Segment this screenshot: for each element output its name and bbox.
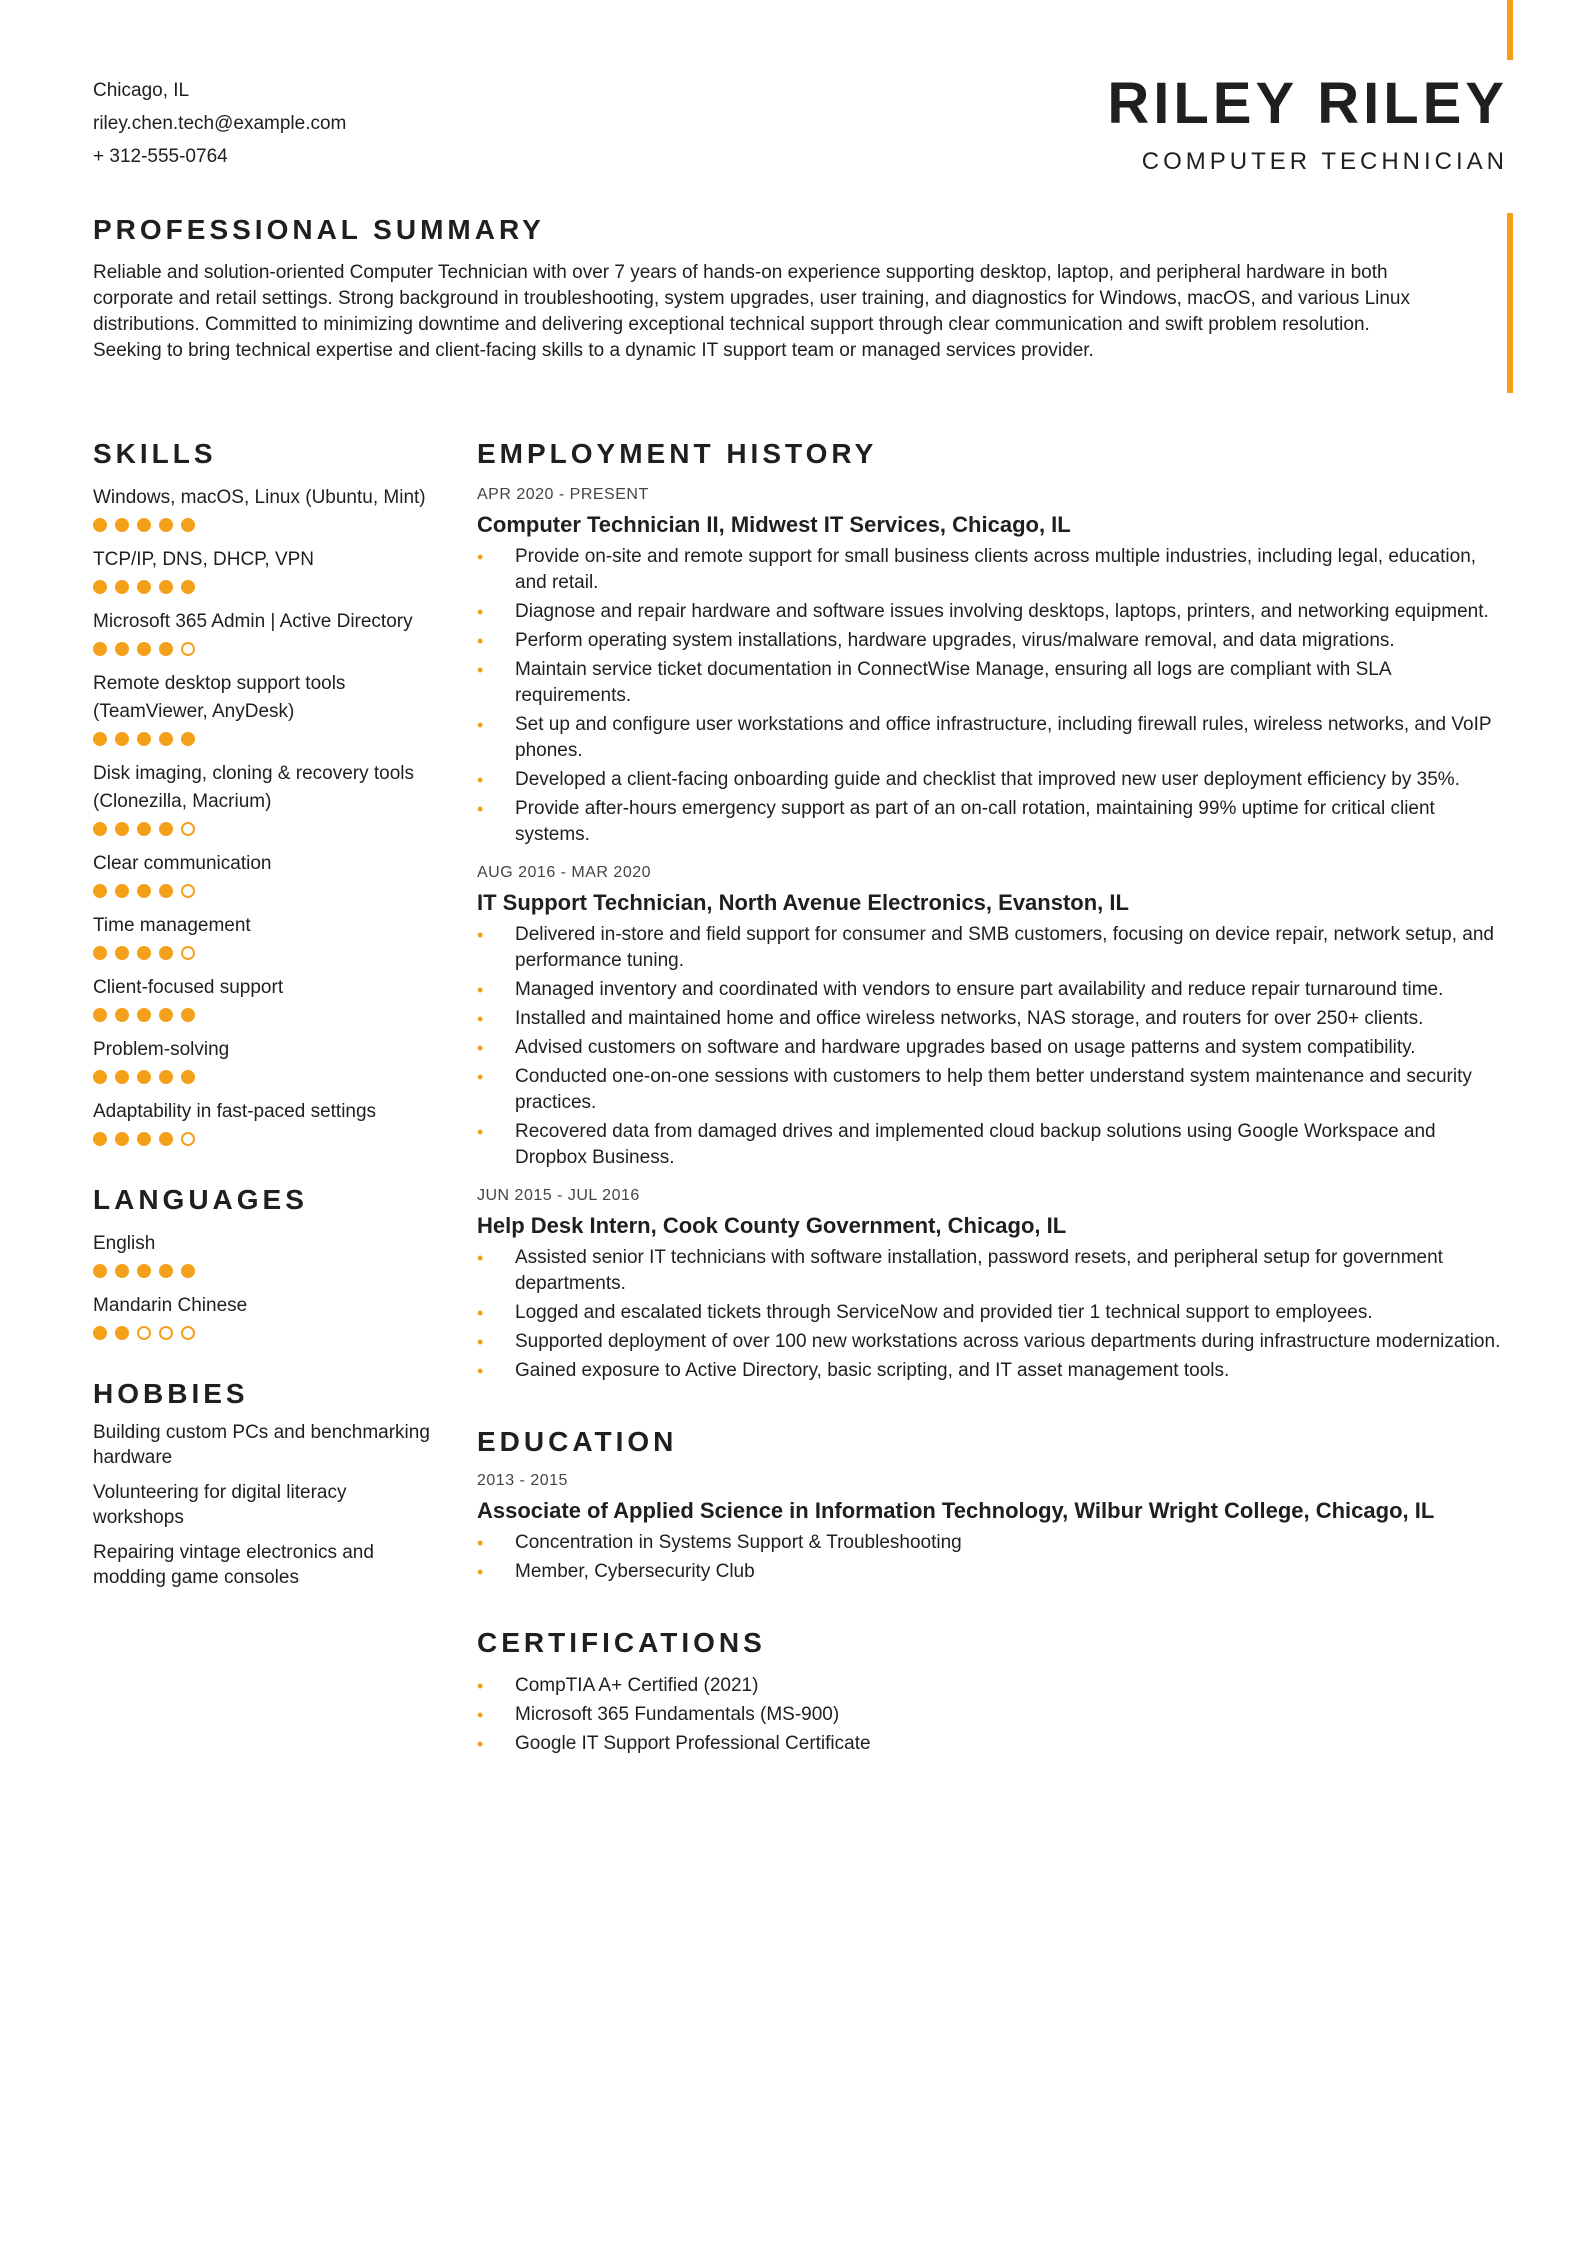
rating-dots bbox=[93, 884, 433, 898]
rating-dots bbox=[93, 1326, 433, 1340]
bullet-text: Maintain service ticket documentation in ConnectWise Manage, ensuring all logs are compliant with SLA requirements. bbox=[515, 659, 1391, 706]
certifications-heading: CERTIFICATIONS bbox=[477, 1627, 766, 1658]
rating-dot-filled bbox=[159, 580, 173, 594]
summary-text: Reliable and solution-oriented Computer Technician with over 7 years of hands-on experience supporting desktop, laptop, and peripheral hardware in both corporate and retail settings. Strong background in troubleshooting, system upgrades, user training, and diagnostics for Windows, macOS, and various Linux distributions. Committed to minimizing downtime and delivering exceptional technical support through clear communication and swift problem resolution. Seeking to bring technical expertise and client-facing skills to a dynamic IT support team or managed services provider. bbox=[93, 262, 1410, 361]
rating-dot-filled bbox=[115, 642, 129, 656]
bullet-icon: • bbox=[477, 715, 484, 735]
rating-dot-empty bbox=[181, 946, 195, 960]
skill-item-label: Problem-solving bbox=[93, 1039, 230, 1060]
bullet-icon: • bbox=[477, 1067, 484, 1087]
job-title: Computer Technician II, Midwest IT Services, Chicago, IL bbox=[477, 512, 1071, 537]
rating-dot-filled bbox=[181, 518, 195, 532]
accent-bar-summary bbox=[1507, 213, 1513, 393]
rating-dot-filled bbox=[93, 1326, 107, 1340]
candidate-name: RILEY RILEY bbox=[1107, 71, 1508, 136]
rating-dot-filled bbox=[137, 1070, 151, 1084]
accent-bar-top bbox=[1507, 0, 1513, 60]
bullet-text: Concentration in Systems Support & Troubleshooting bbox=[515, 1532, 962, 1553]
rating-dot-filled bbox=[115, 580, 129, 594]
bullet-item bbox=[477, 1035, 1507, 1061]
skill-item-label: Windows, macOS, Linux (Ubuntu, Mint) bbox=[93, 487, 426, 508]
bullet-text: Assisted senior IT technicians with software installation, password resets, and peripheral setup for government departments. bbox=[515, 1247, 1443, 1294]
bullet-item bbox=[477, 977, 1507, 1003]
rating-dot-filled bbox=[181, 1070, 195, 1084]
rating-dot-filled bbox=[159, 1070, 173, 1084]
rating-dot-filled bbox=[93, 822, 107, 836]
bullet-item bbox=[477, 1559, 1507, 1585]
bullet-icon: • bbox=[477, 1122, 484, 1142]
job-title-header: COMPUTER TECHNICIAN bbox=[1141, 148, 1508, 175]
language-item-label: Mandarin Chinese bbox=[93, 1295, 248, 1316]
rating-dot-filled bbox=[115, 884, 129, 898]
language-item bbox=[93, 1230, 433, 1278]
rating-dot-filled bbox=[93, 884, 107, 898]
bullet-item bbox=[477, 628, 1507, 654]
rating-dot-filled bbox=[159, 1008, 173, 1022]
rating-dot-filled bbox=[93, 732, 107, 746]
bullet-item bbox=[477, 544, 1507, 596]
bullet-icon: • bbox=[477, 1009, 484, 1029]
hobbies-list bbox=[93, 1420, 433, 1590]
languages-heading: LANGUAGES bbox=[93, 1184, 308, 1215]
rating-dot-filled bbox=[115, 822, 129, 836]
rating-dot-filled bbox=[115, 732, 129, 746]
skill-item bbox=[93, 850, 433, 898]
rating-dot-filled bbox=[181, 580, 195, 594]
right-column bbox=[477, 438, 1507, 1757]
rating-dot-filled bbox=[159, 732, 173, 746]
bullet-text: Set up and configure user workstations and office infrastructure, including firewall rules, wireless networks, and VoIP phones. bbox=[515, 714, 1492, 761]
skill-item-label: Time management bbox=[93, 915, 251, 936]
contact-block bbox=[93, 74, 346, 173]
rating-dots bbox=[93, 822, 433, 836]
bullet-item bbox=[477, 1064, 1507, 1116]
bullet-icon: • bbox=[477, 1734, 484, 1754]
rating-dots bbox=[93, 1070, 433, 1084]
bullet-text: Logged and escalated tickets through ServiceNow and provided tier 1 technical support to employees. bbox=[515, 1302, 1373, 1323]
job-bullets bbox=[477, 1245, 1507, 1384]
bullet-item bbox=[477, 796, 1507, 848]
rating-dot-filled bbox=[137, 1008, 151, 1022]
hobby-item: Repairing vintage electronics and modding game consoles bbox=[93, 1542, 374, 1588]
rating-dot-filled bbox=[137, 946, 151, 960]
rating-dot-filled bbox=[159, 642, 173, 656]
skill-item-label: TCP/IP, DNS, DHCP, VPN bbox=[93, 549, 315, 570]
bullet-item bbox=[477, 1245, 1507, 1297]
bullet-icon: • bbox=[477, 1676, 484, 1696]
job-entry bbox=[477, 864, 1507, 1171]
rating-dot-filled bbox=[159, 518, 173, 532]
rating-dot-empty bbox=[181, 642, 195, 656]
rating-dot-empty bbox=[181, 1132, 195, 1146]
rating-dot-empty bbox=[159, 1326, 173, 1340]
rating-dot-filled bbox=[137, 884, 151, 898]
rating-dot-filled bbox=[93, 946, 107, 960]
bullet-icon: • bbox=[477, 1361, 484, 1381]
skill-item-label: Clear communication bbox=[93, 853, 272, 874]
job-title: Help Desk Intern, Cook County Government, Chicago, IL bbox=[477, 1213, 1067, 1238]
bullet-icon: • bbox=[477, 1533, 484, 1553]
rating-dot-filled bbox=[137, 518, 151, 532]
bullet-text: Advised customers on software and hardware upgrades based on usage patterns and system compatibility. bbox=[515, 1037, 1416, 1058]
skill-item bbox=[93, 484, 433, 532]
skill-item bbox=[93, 1098, 433, 1146]
languages-list bbox=[93, 1230, 433, 1340]
bullet-icon: • bbox=[477, 799, 484, 819]
bullet-icon: • bbox=[477, 980, 484, 1000]
bullet-text: Provide after-hours emergency support as part of an on-call rotation, maintaining 99% uptime for critical client systems. bbox=[515, 798, 1435, 845]
bullet-item bbox=[477, 1329, 1507, 1355]
professional-summary bbox=[93, 214, 1423, 364]
skill-item-label: Client-focused support bbox=[93, 977, 284, 998]
skill-item bbox=[93, 670, 433, 746]
skill-item bbox=[93, 546, 433, 594]
language-item-label: English bbox=[93, 1233, 156, 1254]
rating-dot-filled bbox=[93, 1264, 107, 1278]
skill-item bbox=[93, 1036, 433, 1084]
jobs-list bbox=[477, 486, 1507, 1384]
bullet-item bbox=[477, 767, 1507, 793]
bullet-icon: • bbox=[477, 770, 484, 790]
job-entry bbox=[477, 1187, 1507, 1384]
hobbies-heading: HOBBIES bbox=[93, 1378, 249, 1409]
job-dates: APR 2020 - PRESENT bbox=[477, 486, 649, 503]
rating-dot-empty bbox=[181, 884, 195, 898]
bullet-text: Microsoft 365 Fundamentals (MS-900) bbox=[515, 1704, 840, 1725]
bullet-text: Supported deployment of over 100 new workstations across various departments during infrastructure modernization. bbox=[515, 1331, 1501, 1352]
employment-heading: EMPLOYMENT HISTORY bbox=[477, 438, 878, 469]
bullet-item bbox=[477, 599, 1507, 625]
bullet-icon: • bbox=[477, 1562, 484, 1582]
bullet-item bbox=[477, 1673, 1507, 1699]
bullet-item bbox=[477, 1358, 1507, 1384]
bullet-text: Diagnose and repair hardware and software issues involving desktops, laptops, printers, and networking equipment. bbox=[515, 601, 1489, 622]
rating-dot-filled bbox=[93, 1008, 107, 1022]
name-block bbox=[1107, 72, 1508, 176]
bullet-text: Developed a client-facing onboarding guide and checklist that improved new user deployment efficiency by 35%. bbox=[515, 769, 1460, 790]
bullet-icon: • bbox=[477, 602, 484, 622]
rating-dot-filled bbox=[137, 580, 151, 594]
hobby-item: Building custom PCs and benchmarking hardware bbox=[93, 1422, 430, 1468]
rating-dot-filled bbox=[181, 1264, 195, 1278]
bullet-item bbox=[477, 1006, 1507, 1032]
bullet-icon: • bbox=[477, 631, 484, 651]
bullet-text: Perform operating system installations, hardware upgrades, virus/malware removal, and data migrations. bbox=[515, 630, 1395, 651]
rating-dot-filled bbox=[115, 518, 129, 532]
bullet-item bbox=[477, 657, 1507, 709]
summary-heading: PROFESSIONAL SUMMARY bbox=[93, 214, 545, 245]
rating-dot-filled bbox=[93, 518, 107, 532]
rating-dot-filled bbox=[159, 1264, 173, 1278]
job-entry bbox=[477, 486, 1507, 848]
job-title: IT Support Technician, North Avenue Electronics, Evanston, IL bbox=[477, 890, 1129, 915]
bullet-text: Member, Cybersecurity Club bbox=[515, 1561, 755, 1582]
rating-dot-empty bbox=[181, 1326, 195, 1340]
skill-item bbox=[93, 974, 433, 1022]
rating-dot-filled bbox=[159, 1132, 173, 1146]
bullet-text: Recovered data from damaged drives and implemented cloud backup solutions using Google Workspace and Dropbox Business. bbox=[515, 1121, 1436, 1168]
rating-dots bbox=[93, 1132, 433, 1146]
bullet-item bbox=[477, 1731, 1507, 1757]
bullet-text: Conducted one-on-one sessions with customers to help them better understand system maintenance and security practices. bbox=[515, 1066, 1472, 1113]
certifications-bullets bbox=[477, 1673, 1507, 1757]
bullet-text: Gained exposure to Active Directory, basic scripting, and IT asset management tools. bbox=[515, 1360, 1230, 1381]
bullet-icon: • bbox=[477, 1303, 484, 1323]
education-heading: EDUCATION bbox=[477, 1426, 678, 1457]
rating-dot-filled bbox=[115, 1326, 129, 1340]
skills-heading: SKILLS bbox=[93, 438, 217, 469]
bullet-icon: • bbox=[477, 925, 484, 945]
bullet-item bbox=[477, 1300, 1507, 1326]
rating-dot-empty bbox=[181, 822, 195, 836]
rating-dot-filled bbox=[137, 1132, 151, 1146]
bullet-text: Google IT Support Professional Certificate bbox=[515, 1733, 871, 1754]
rating-dot-filled bbox=[159, 822, 173, 836]
rating-dot-filled bbox=[93, 580, 107, 594]
rating-dots bbox=[93, 642, 433, 656]
job-dates: AUG 2016 - MAR 2020 bbox=[477, 864, 652, 881]
bullet-text: Installed and maintained home and office wireless networks, NAS storage, and routers for over 250+ clients. bbox=[515, 1008, 1424, 1029]
bullet-icon: • bbox=[477, 1038, 484, 1058]
job-bullets bbox=[477, 544, 1507, 848]
bullet-icon: • bbox=[477, 1248, 484, 1268]
skill-item-label: Disk imaging, cloning & recovery tools (Clonezilla, Macrium) bbox=[93, 763, 415, 812]
rating-dot-filled bbox=[137, 1264, 151, 1278]
education-bullets bbox=[477, 1530, 1507, 1585]
skills-list bbox=[93, 484, 433, 1146]
bullet-item bbox=[477, 1119, 1507, 1171]
left-column bbox=[93, 438, 433, 1590]
bullet-icon: • bbox=[477, 547, 484, 567]
rating-dot-filled bbox=[93, 1132, 107, 1146]
rating-dots bbox=[93, 946, 433, 960]
rating-dot-empty bbox=[137, 1326, 151, 1340]
rating-dots bbox=[93, 1008, 433, 1022]
rating-dot-filled bbox=[137, 822, 151, 836]
bullet-text: Delivered in-store and field support for consumer and SMB customers, focusing on device repair, network setup, and performance tuning. bbox=[515, 924, 1495, 971]
rating-dot-filled bbox=[115, 946, 129, 960]
skill-item-label: Microsoft 365 Admin | Active Directory bbox=[93, 611, 413, 632]
rating-dot-filled bbox=[137, 732, 151, 746]
language-item bbox=[93, 1292, 433, 1340]
bullet-icon: • bbox=[477, 1705, 484, 1725]
bullet-icon: • bbox=[477, 1332, 484, 1352]
rating-dot-filled bbox=[137, 642, 151, 656]
bullet-item bbox=[477, 1702, 1507, 1728]
rating-dot-filled bbox=[159, 884, 173, 898]
contact-location: Chicago, IL bbox=[93, 80, 190, 101]
rating-dot-filled bbox=[115, 1264, 129, 1278]
rating-dots bbox=[93, 1264, 433, 1278]
rating-dot-filled bbox=[181, 1008, 195, 1022]
rating-dot-filled bbox=[115, 1008, 129, 1022]
rating-dot-filled bbox=[115, 1132, 129, 1146]
rating-dots bbox=[93, 580, 433, 594]
hobby-item: Volunteering for digital literacy workshops bbox=[93, 1482, 347, 1528]
education-dates: 2013 - 2015 bbox=[477, 1472, 568, 1489]
skill-item-label: Remote desktop support tools (TeamViewer, AnyDesk) bbox=[93, 673, 346, 722]
bullet-icon: • bbox=[477, 660, 484, 680]
contact-phone[interactable]: + 312-555-0764 bbox=[93, 146, 228, 167]
bullet-text: CompTIA A+ Certified (2021) bbox=[515, 1675, 759, 1696]
bullet-item bbox=[477, 1530, 1507, 1556]
contact-email[interactable]: riley.chen.tech@example.com bbox=[93, 113, 347, 134]
bullet-text: Managed inventory and coordinated with vendors to ensure part availability and reduce repair turnaround time. bbox=[515, 979, 1444, 1000]
rating-dot-filled bbox=[93, 1070, 107, 1084]
rating-dot-filled bbox=[93, 642, 107, 656]
skill-item bbox=[93, 608, 433, 656]
skill-item bbox=[93, 760, 433, 836]
skill-item-label: Adaptability in fast-paced settings bbox=[93, 1101, 377, 1122]
bullet-text: Provide on-site and remote support for small business clients across multiple industries, including legal, education, and retail. bbox=[515, 546, 1477, 593]
rating-dots bbox=[93, 732, 433, 746]
rating-dot-filled bbox=[159, 946, 173, 960]
skill-item bbox=[93, 912, 433, 960]
job-dates: JUN 2015 - JUL 2016 bbox=[477, 1187, 640, 1204]
rating-dot-filled bbox=[181, 732, 195, 746]
bullet-item bbox=[477, 712, 1507, 764]
job-bullets bbox=[477, 922, 1507, 1171]
rating-dots bbox=[93, 518, 433, 532]
bullet-item bbox=[477, 922, 1507, 974]
education-title: Associate of Applied Science in Information Technology, Wilbur Wright College, Chicago, IL bbox=[477, 1498, 1435, 1523]
rating-dot-filled bbox=[115, 1070, 129, 1084]
